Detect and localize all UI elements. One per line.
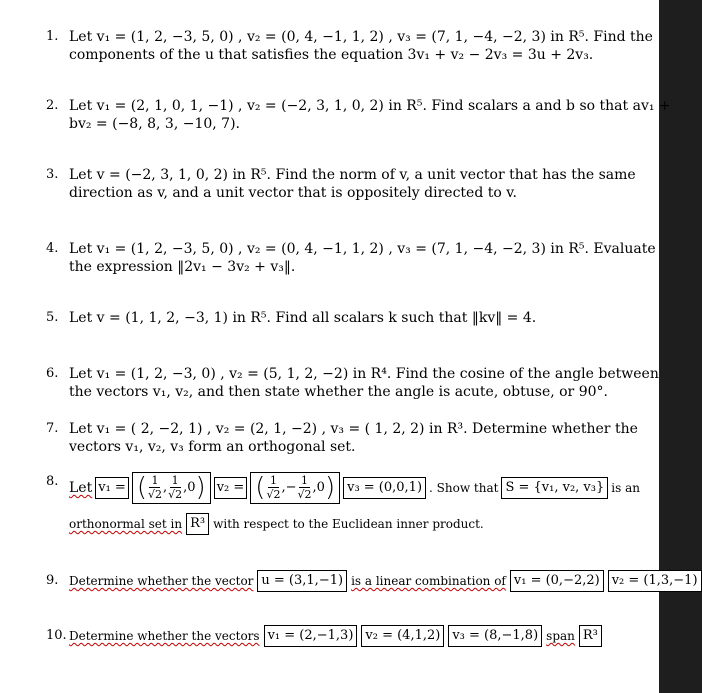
- fraction-numerator: 1: [301, 474, 309, 487]
- left-paren: (: [255, 472, 266, 503]
- problem-number: 6.: [46, 366, 59, 381]
- fraction-numerator: 1: [151, 474, 159, 487]
- problem-number: 5.: [46, 310, 59, 325]
- problem-number: 3.: [46, 167, 59, 182]
- problem-line-1: Let v₁ = (1, 2, −3, 5, 0) , v₂ = (0, 4, −1, 1, 2) , v₃ = (7, 1, −4, −2, 3) in R⁵. Find the: [69, 29, 653, 45]
- v3-box: [448, 625, 542, 647]
- v1-value: v₁ = (0,−2,2): [513, 573, 600, 588]
- v2-vector-box: [250, 472, 340, 504]
- span-word: span: [546, 629, 575, 643]
- problem-text: [69, 469, 639, 535]
- right-paren: ): [195, 472, 206, 503]
- fraction: [168, 474, 182, 501]
- problem-text: [69, 365, 659, 401]
- problem-line-2: the vectors v₁, v₂, and then state whether the angle is acute, obtuse, or 90°.: [69, 384, 608, 400]
- inner-product-text: with respect to the Euclidean inner product.: [213, 517, 484, 531]
- v2-box: [214, 477, 248, 499]
- problem-line-2: bv₂ = (−8, 8, 3, −10, 7).: [69, 116, 240, 132]
- problem-line-1: Let v = (1, 1, 2, −3, 1) in R⁵. Find all scalars k such that ‖kv‖ = 4.: [69, 310, 537, 326]
- v1-box: [264, 625, 358, 647]
- left-paren: (: [136, 472, 147, 503]
- problem-line-1: Let v₁ = (1, 2, −3, 5, 0) , v₂ = (0, 4, −1, 1, 2) , v₃ = (7, 1, −4, −2, 3) in R⁵. Evaluate: [69, 241, 656, 257]
- r3-label: R³: [190, 516, 206, 531]
- determine-text: Determine whether the vector: [69, 574, 254, 588]
- r3-box: [186, 513, 209, 535]
- v3-box: [343, 477, 426, 499]
- v2-box: [608, 570, 702, 592]
- zero: ,0: [312, 480, 325, 495]
- problem-line-1: Let v₁ = (1, 2, −3, 0) , v₂ = (5, 1, 2, −2) in R⁴. Find the cosine of the angle between: [69, 366, 659, 382]
- orthonormal-text: orthonormal set in: [69, 517, 183, 531]
- fraction: [266, 474, 280, 501]
- problem-text: [69, 166, 639, 202]
- problem-number: 1.: [46, 29, 59, 44]
- minus-sign: −: [285, 480, 297, 495]
- fraction-denominator: √2: [168, 488, 183, 501]
- v1-vector-box: [132, 472, 211, 504]
- v2-label: v₂ =: [216, 480, 245, 495]
- fraction-denominator: √2: [297, 488, 312, 501]
- fraction: [298, 474, 312, 501]
- v1-box: [510, 570, 604, 592]
- show-text: . Show that: [429, 481, 499, 495]
- r3-label: R³: [582, 628, 598, 643]
- problem-line-2: the expression ‖2v₁ − 3v₂ + v₃‖.: [69, 259, 296, 275]
- u-value: u = (3,1,−1): [261, 573, 344, 588]
- comma: ,: [162, 480, 168, 495]
- set-box: [501, 477, 608, 499]
- comma: ,: [281, 480, 286, 495]
- problem-number: 8.: [46, 474, 59, 489]
- let-word: Let: [69, 480, 93, 496]
- v1-label: v₁ =: [98, 480, 126, 495]
- problem-text: [69, 625, 639, 647]
- problem-text: [69, 28, 653, 64]
- v1-box: [95, 477, 129, 499]
- problem-line-2: direction as v, and a unit vector that is oppositely directed to v.: [69, 185, 517, 201]
- problem-line-2: vectors v₁, v₂, v₃ form an orthogonal set.: [69, 439, 356, 455]
- set-value: S = {v₁, v₂, v₃}: [505, 480, 605, 495]
- problem-number: 2.: [46, 98, 59, 113]
- fraction-numerator: 1: [171, 474, 179, 487]
- v1-value: v₁ = (2,−1,3): [267, 628, 354, 643]
- fraction-denominator: √2: [147, 488, 162, 501]
- problem-line-1: Let v₁ = ( 2, −2, 1) , v₂ = (2, 1, −2) , v₃ = ( 1, 2, 2) in R³. Determine whether the: [69, 421, 638, 437]
- v2-value: v₂ = (4,1,2): [365, 628, 441, 643]
- problem-text: [69, 570, 698, 592]
- r3-box: [579, 625, 602, 647]
- problem-text: [69, 240, 656, 276]
- problem-line-1: Let v = (−2, 3, 1, 0, 2) in R⁵. Find the norm of v, a unit vector that has the same: [69, 167, 636, 183]
- v3-value: v₃ = (0,0,1): [347, 480, 423, 495]
- problem-text: [69, 309, 639, 327]
- determine-text: Determine whether the vectors: [69, 629, 260, 643]
- problem-number: 10.: [46, 628, 67, 643]
- problem-text: [69, 420, 639, 456]
- fraction-numerator: 1: [269, 474, 277, 487]
- problem-line-2: components of the u that satisfies the equation 3v₁ + v₂ − 2v₃ = 3u + 2v₃.: [69, 47, 594, 63]
- u-box: [257, 570, 347, 592]
- v3-value: v₃ = (8,−1,8): [452, 628, 539, 643]
- is-an-text: is an: [611, 481, 640, 495]
- fraction-denominator: √2: [266, 488, 281, 501]
- problem-line-1: Let v₁ = (2, 1, 0, 1, −1) , v₂ = (−2, 3, 1, 0, 2) in R⁵. Find scalars a and b so that av₁ +: [69, 98, 671, 114]
- v2-box: [361, 625, 444, 647]
- fraction: [148, 474, 162, 501]
- problem-number: 4.: [46, 241, 59, 256]
- zero: ,0: [183, 480, 196, 495]
- problem-number: 9.: [46, 573, 59, 588]
- right-paren: ): [324, 472, 336, 503]
- problem-text: [69, 97, 671, 133]
- v2-value: v₂ = (1,3,−1): [611, 573, 698, 588]
- problem-number: 7.: [46, 421, 59, 436]
- linear-combination-text: is a linear combination of: [351, 574, 506, 588]
